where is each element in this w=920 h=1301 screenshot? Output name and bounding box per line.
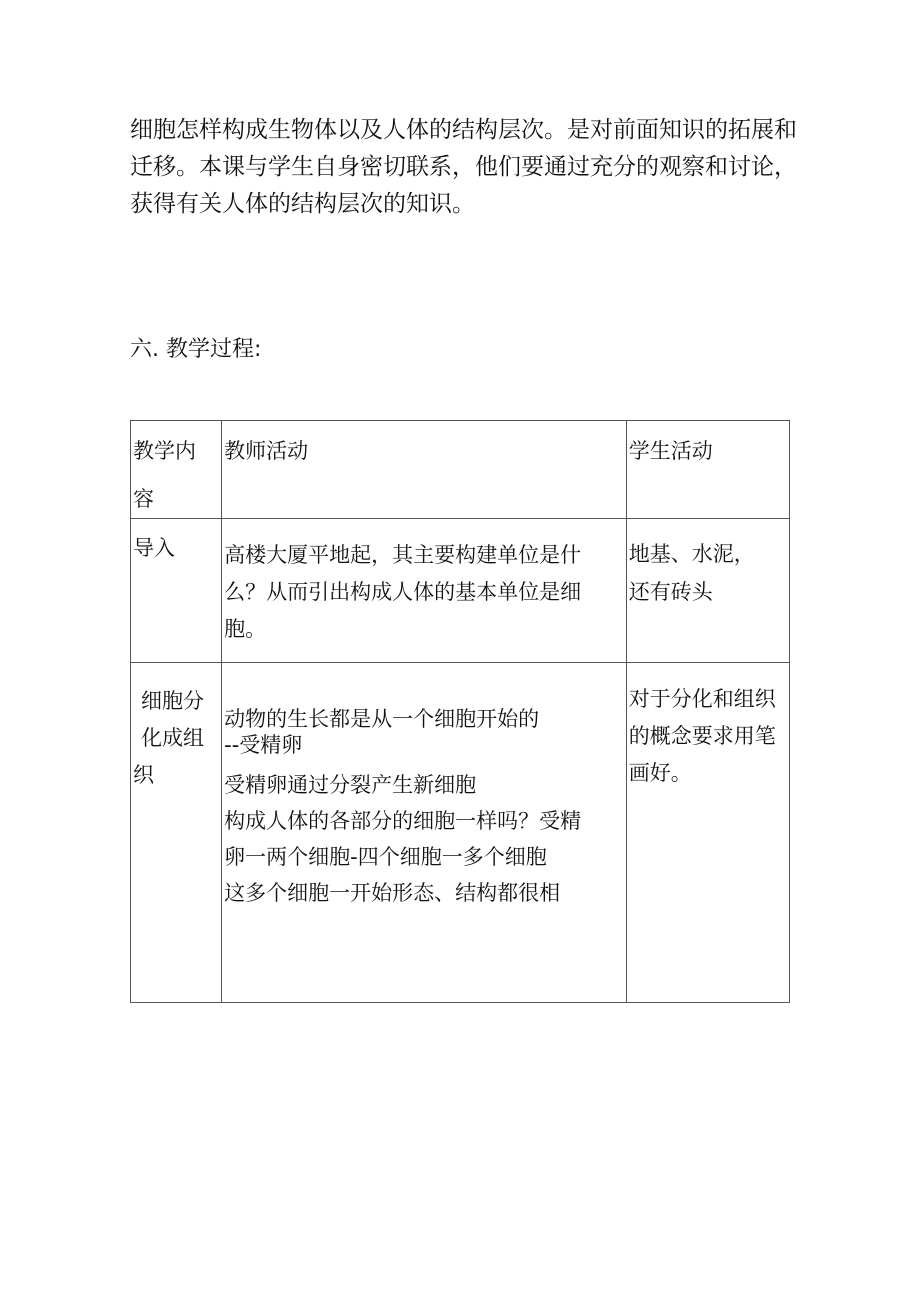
header-content-cell [131, 421, 222, 519]
teaching-process-table [130, 420, 790, 1003]
topic-line: 化成组 [141, 726, 204, 750]
student-line: 对于分化和组织 [628, 687, 776, 711]
student-line: 画好。 [628, 761, 692, 785]
table-header-row [131, 421, 790, 519]
header-teacher-cell [222, 421, 627, 519]
header-content-line: 容 [133, 487, 154, 511]
student-line: 地基、水泥， [628, 542, 755, 566]
teacher-line: 高楼大厦平地起，其主要构建单位是什 [224, 543, 582, 567]
teacher-line: 卵一两个细胞-四个细胞一多个细胞 [224, 845, 547, 869]
teacher-line: 构成人体的各部分的细胞一样吗？受精 [224, 809, 582, 833]
teacher-activity-cell [222, 519, 627, 663]
topic-line: 导入 [133, 536, 175, 560]
topic-cell [131, 663, 222, 1003]
topic-cell [131, 519, 222, 663]
table-row [131, 663, 790, 1003]
teacher-line: 动物的生长都是从一个细胞开始的 [224, 707, 540, 731]
teacher-line: 受精卵通过分裂产生新细胞 [224, 773, 477, 797]
section-heading: 六. 教学过程: [130, 337, 262, 362]
teacher-activity-cell [222, 663, 627, 1003]
intro-paragraph [130, 112, 810, 223]
teacher-line: --受精卵 [224, 733, 303, 757]
paragraph-line: 迁移。本课与学生自身密切联系，他们要通过充分的观察和讨论， [130, 154, 797, 180]
teacher-line: 么？从而引出构成人体的基本单位是细 [224, 580, 582, 604]
topic-line: 细胞分 [141, 689, 204, 713]
paragraph-line: 获得有关人体的结构层次的知识。 [130, 191, 475, 217]
table-row [131, 519, 790, 663]
header-teacher-label: 教师活动 [224, 439, 309, 463]
teacher-line: 这多个细胞一开始形态、结构都很相 [224, 881, 561, 905]
student-activity-cell [626, 519, 789, 663]
header-content-line: 教学内 [133, 439, 196, 463]
header-student-cell [626, 421, 789, 519]
topic-line: 织 [133, 763, 154, 787]
header-student-label: 学生活动 [628, 439, 713, 463]
teacher-line: 胞。 [224, 617, 267, 641]
paragraph-line: 细胞怎样构成生物体以及人体的结构层次。是对前面知识的拓展和 [130, 117, 797, 143]
student-activity-cell [626, 663, 789, 1003]
student-line: 还有砖头 [628, 580, 713, 604]
student-line: 的概念要求用笔 [628, 724, 776, 748]
